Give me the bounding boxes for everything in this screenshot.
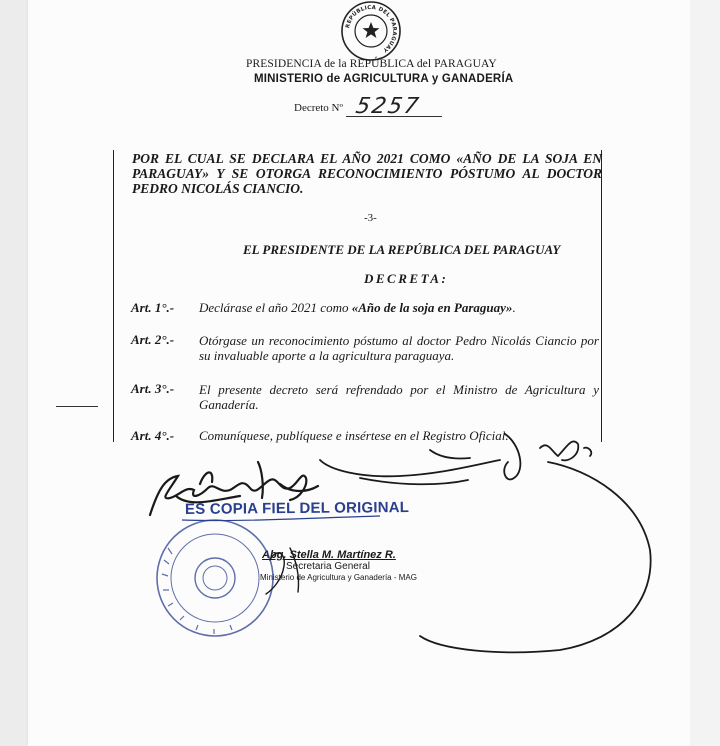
signer-role: Secretaria General [286,561,370,572]
article-1-label: Art. 1°.- [131,300,175,315]
article-2-text: Otórgase un reconocimiento póstumo al doctor Pedro Nicolás Ciancio por su invaluable aporte a la agricultura paraguaya. [199,333,599,363]
signer-ministry: Ministerio de Agricultura y Ganadería - MAG [260,573,417,582]
article-1-text [199,300,599,315]
article-4-text: Comuníquese, publíquese e insértese en el Registro Oficial. [199,428,509,443]
president-heading: EL PRESIDENTE DE LA REPÚBLICA DEL PARAGUAY [243,242,561,257]
seal-ring-text: REPÚBLICA DEL PARAGUAY [345,4,398,53]
article-3-text: El presente decreto será refrendado por el Ministro de Agricultura y Ganadería. [199,382,599,412]
article-4-label: Art. 4°.- [131,428,175,443]
article-3-label: Art. 3°.- [131,381,175,396]
ministerio-header: MINISTERIO de AGRICULTURA y GANADERÍA [254,73,514,85]
page-number: -3- [364,212,377,224]
decree-title: POR EL CUAL SE DECLARA EL AÑO 2021 COMO «AÑO DE LA SOJA EN PARAGUAY» Y SE OTORGA RECONOCIMIENTO PÓSTUMO AL DOCTOR PEDRO NICOLÁS CIANCIO. [132,151,602,196]
signer-name: Abg. Stella M. Martínez R. [262,549,396,561]
presidential-seal-icon [340,0,402,62]
presidencia-header: PRESIDENCIA de la REPÚBLICA del PARAGUAY [246,58,497,70]
copy-stamp: ES COPIA FIEL DEL ORIGINAL [184,499,410,518]
article-2-label: Art. 2°.- [131,332,175,347]
margin-mark [56,406,98,407]
article-1-text-plain: Declárase el año 2021 como [199,300,352,315]
decreto-number: 5257 [353,94,423,119]
decreta-heading: DECRETA: [364,271,449,286]
decreto-label: Decreto Nº [294,102,343,114]
frame-left-rule [113,150,114,442]
article-1-text-bold: «Año de la soja en Paraguay» [351,300,513,315]
article-1-text-end: . [512,300,516,315]
background-strip [690,0,720,746]
